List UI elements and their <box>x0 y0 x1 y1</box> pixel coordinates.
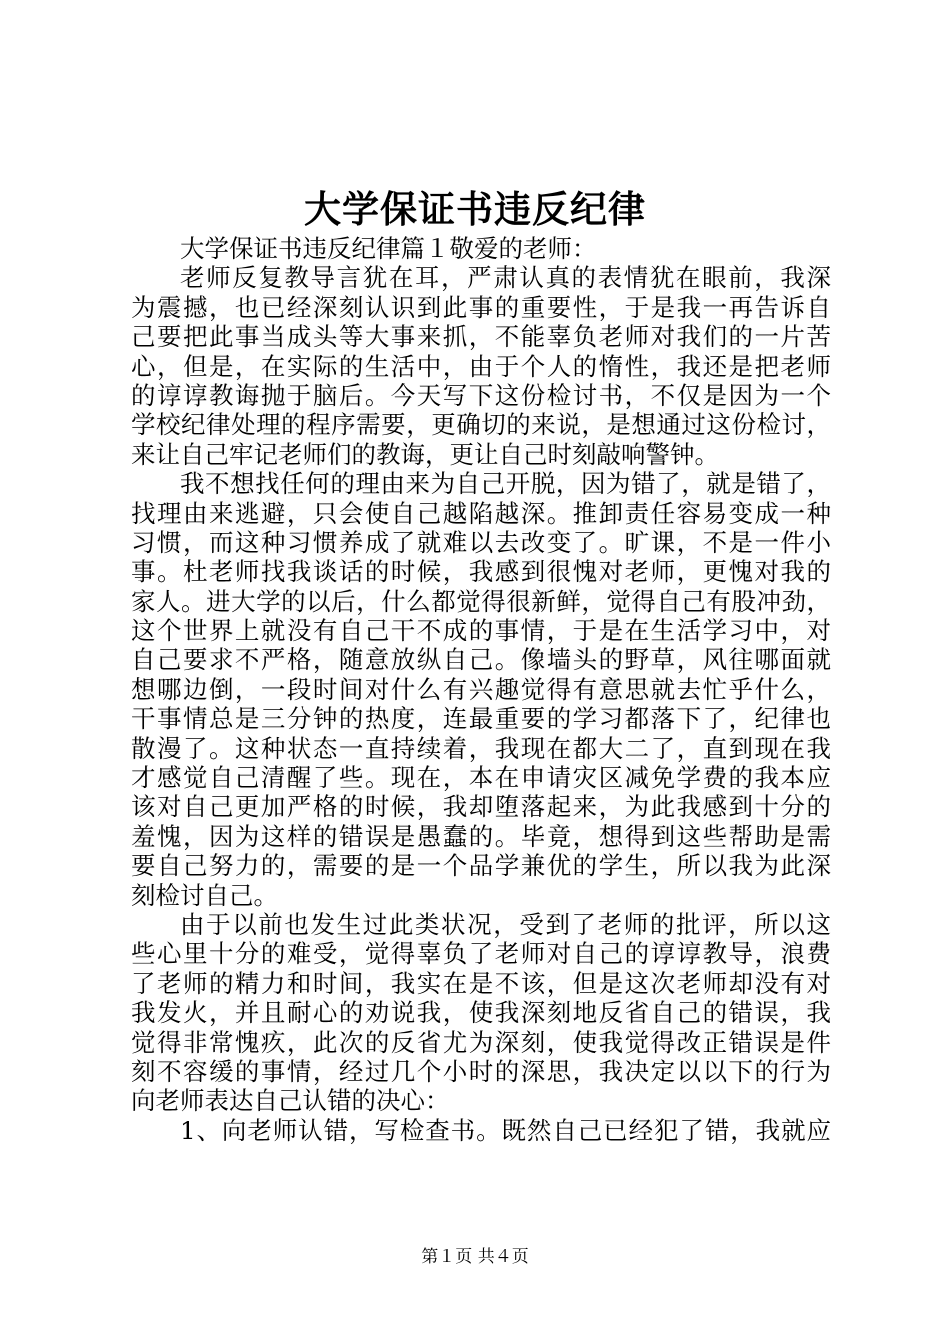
text-line: 要自己努力的，需要的是一个品学兼优的学生，所以我为此深 <box>131 851 831 881</box>
text-line: 觉得非常愧疚，此次的反省尤为深刻，使我觉得改正错误是件 <box>131 1027 831 1057</box>
paragraph <box>131 469 831 910</box>
text-line: 老师反复教导言犹在耳，严肃认真的表情犹在眼前，我深 <box>180 263 831 293</box>
text-line: 想哪边倒，一段时间对什么有兴趣觉得有意思就去忙乎什么， <box>131 674 831 704</box>
text-line: 干事情总是三分钟的热度，连最重要的学习都落下了，纪律也 <box>131 704 831 734</box>
text-line: 的谆谆教诲抛于脑后。今天写下这份检讨书，不仅是因为一个 <box>131 380 831 410</box>
text-line: 这个世界上就没有自己干不成的事情，于是在生活学习中，对 <box>131 616 831 646</box>
text-line: 学校纪律处理的程序需要，更确切的来说，是想通过这份检讨， <box>131 410 831 440</box>
text-line: 习惯，而这种习惯养成了就难以去改变了。旷课，不是一件小 <box>131 527 831 557</box>
text-line: 自己要求不严格，随意放纵自己。像墙头的野草，风往哪面就 <box>131 645 831 675</box>
text-line: 找理由来逃避，只会使自己越陷越深。推卸责任容易变成一种 <box>131 498 831 528</box>
text-line: 为震撼，也已经深刻认识到此事的重要性，于是我一再告诉自 <box>131 292 831 322</box>
text-line: 该对自己更加严格的时候，我却堕落起来，为此我感到十分的 <box>131 792 831 822</box>
text-line: 心，但是，在实际的生活中，由于个人的惰性，我还是把老师 <box>131 351 831 381</box>
page-number-footer: 第１页 共４页 <box>421 1247 529 1267</box>
text-line: 刻检讨自己。 <box>131 880 278 910</box>
text-line: 家人。进大学的以后，什么都觉得很新鲜，觉得自己有股冲劲， <box>131 586 831 616</box>
text-line: 刻不容缓的事情，经过几个小时的深思，我决定以以下的行为 <box>131 1056 831 1086</box>
document-title: 大学保证书违反纪律 <box>304 187 646 231</box>
text-line: 向老师表达自己认错的决心： <box>131 1086 450 1116</box>
text-line: 了老师的精力和时间，我实在是不该，但是这次老师却没有对 <box>131 968 831 998</box>
text-line: 1、向老师认错，写检查书。既然自己已经犯了错，我就应 <box>180 1115 831 1145</box>
paragraph <box>131 263 831 469</box>
paragraph <box>131 1116 831 1145</box>
text-line: 我发火，并且耐心的劝说我，使我深刻地反省自己的错误，我 <box>131 998 831 1028</box>
text-line: 羞愧，因为这样的错误是愚蠢的。毕竟，想得到这些帮助是需 <box>131 821 831 851</box>
text-line: 事。杜老师找我谈话的时候，我感到很愧对老师，更愧对我的 <box>131 557 831 587</box>
document-body <box>131 234 831 1145</box>
paragraph <box>131 234 831 263</box>
paragraph <box>131 910 831 1116</box>
text-line: 散漫了。这种状态一直持续着，我现在都大二了，直到现在我 <box>131 733 831 763</box>
text-line: 己要把此事当成头等大事来抓，不能辜负老师对我们的一片苦 <box>131 322 831 352</box>
text-line: 我不想找任何的理由来为自己开脱，因为错了，就是错了， <box>180 469 831 499</box>
text-line: 大学保证书违反纪律篇１敬爱的老师： <box>180 234 597 263</box>
text-line: 些心里十分的难受，觉得辜负了老师对自己的谆谆教导，浪费 <box>131 939 831 969</box>
text-line: 来让自己牢记老师们的教诲，更让自己时刻敲响警钟。 <box>131 439 719 469</box>
text-line: 才感觉自己清醒了些。现在，本在申请灾区减免学费的我本应 <box>131 763 831 793</box>
text-line: 由于以前也发生过此类状况，受到了老师的批评，所以这 <box>180 909 831 939</box>
